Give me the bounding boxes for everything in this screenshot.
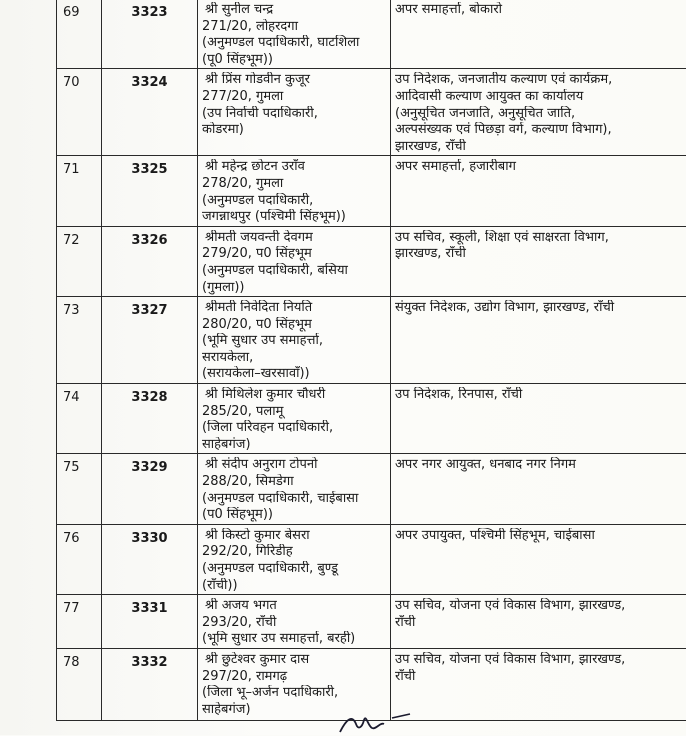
table-row <box>57 0 686 69</box>
batch-district: 280/20, प0 सिंहभूम <box>202 317 390 334</box>
officer-code-cell: 3330 <box>102 524 198 594</box>
batch-district: 277/20, गुमला <box>202 89 390 106</box>
table-body <box>57 0 686 720</box>
new-posting-line: उप सचिव, स्कूली, शिक्षा एवं साक्षरता विभाग, <box>395 230 686 247</box>
previous-posting-line: (अनुमण्डल पदाधिकारी, बसिया <box>202 263 390 280</box>
new-posting-cell <box>391 384 686 454</box>
previous-posting-line: (राँची)) <box>202 578 390 595</box>
serial-number-cell: 78 <box>57 648 102 720</box>
new-posting-line: अपर नगर आयुक्त, धनबाद नगर निगम <box>395 457 686 474</box>
new-posting-line: उप सचिव, योजना एवं विकास विभाग, झारखण्ड, <box>395 652 686 669</box>
previous-posting-line: (गुमला)) <box>202 280 390 297</box>
officer-details-cell <box>198 226 391 296</box>
officer-name: श्री महेन्द्र छोटन उराँव <box>202 159 390 176</box>
batch-district: 285/20, पलामू <box>202 404 390 421</box>
new-posting-cell <box>391 156 686 226</box>
batch-district: 279/20, प0 सिंहभूम <box>202 246 390 263</box>
new-posting-cell <box>391 0 686 69</box>
new-posting-cell <box>391 648 686 720</box>
officer-name: श्री सुनील चन्द्र <box>202 2 390 19</box>
previous-posting-line: (अनुमण्डल पदाधिकारी, <box>202 193 390 210</box>
officer-name: श्रीमती निवेदिता नियति <box>202 300 390 317</box>
officer-name: श्री अजय भगत <box>202 598 390 615</box>
previous-posting-line: साहेबगंज) <box>202 702 390 719</box>
new-posting-line: अल्पसंख्यक एवं पिछड़ा वर्ग, कल्याण विभाग), <box>395 122 686 139</box>
officer-name: श्री प्रिंस गोडवीन कुजूर <box>202 72 390 89</box>
new-posting-cell <box>391 595 686 649</box>
officer-name: श्री मिथिलेश कुमार चौधरी <box>202 387 390 404</box>
serial-number-cell: 70 <box>57 69 102 156</box>
batch-district: 297/20, रामगढ़ <box>202 669 390 686</box>
previous-posting-line: (जिला परिवहन पदाधिकारी, <box>202 420 390 437</box>
new-posting-line: झारखण्ड, राँची <box>395 246 686 263</box>
new-posting-line: झारखण्ड, राँची <box>395 139 686 156</box>
officer-details-cell <box>198 69 391 156</box>
officer-code-cell: 3332 <box>102 648 198 720</box>
serial-number-cell: 69 <box>57 0 102 69</box>
officer-posting-table <box>56 0 686 721</box>
officer-details-cell <box>198 454 391 524</box>
new-posting-line: संयुक्त निदेशक, उद्योग विभाग, झारखण्ड, राँची <box>395 300 686 317</box>
officer-code-cell: 3327 <box>102 297 198 384</box>
new-posting-line: (अनुसूचित जनजाति, अनुसूचित जाति, <box>395 106 686 123</box>
table-row <box>57 595 686 649</box>
previous-posting-line: कोडरमा) <box>202 122 390 139</box>
previous-posting-line: (अनुमण्डल पदाधिकारी, बुण्डू <box>202 561 390 578</box>
officer-details-cell <box>198 595 391 649</box>
previous-posting-line: (भूमि सुधार उप समाहर्त्ता, बरही) <box>202 631 390 648</box>
new-posting-line: अपर समाहर्त्ता, हजारीबाग <box>395 159 686 176</box>
serial-number-cell: 76 <box>57 524 102 594</box>
new-posting-cell <box>391 297 686 384</box>
table-row <box>57 524 686 594</box>
officer-name: श्री छुटेश्वर कुमार दास <box>202 652 390 669</box>
table-row <box>57 226 686 296</box>
serial-number-cell: 74 <box>57 384 102 454</box>
new-posting-cell <box>391 69 686 156</box>
batch-district: 288/20, सिमडेगा <box>202 474 390 491</box>
officer-details-cell <box>198 524 391 594</box>
previous-posting-line: (भूमि सुधार उप समाहर्त्ता, <box>202 333 390 350</box>
table-row <box>57 69 686 156</box>
previous-posting-line: (प0 सिंहभूम)) <box>202 507 390 524</box>
previous-posting-line: जगन्नाथपुर (पश्चिमी सिंहभूम)) <box>202 209 390 226</box>
officer-code-cell: 3329 <box>102 454 198 524</box>
officer-details-cell <box>198 156 391 226</box>
officer-details-cell <box>198 297 391 384</box>
officer-code-cell: 3324 <box>102 69 198 156</box>
new-posting-cell <box>391 226 686 296</box>
batch-district: 271/20, लोहरदगा <box>202 19 390 36</box>
officer-code-cell: 3325 <box>102 156 198 226</box>
serial-number-cell: 75 <box>57 454 102 524</box>
new-posting-line: उप निदेशक, जनजातीय कल्याण एवं कार्यक्रम, <box>395 72 686 89</box>
batch-district: 293/20, राँची <box>202 615 390 632</box>
new-posting-line: राँची <box>395 669 686 686</box>
officer-details-cell <box>198 0 391 69</box>
table-row <box>57 454 686 524</box>
officer-name: श्री संदीप अनुराग टोपनो <box>202 457 390 474</box>
previous-posting-line: (उप निर्वाची पदाधिकारी, <box>202 106 390 123</box>
serial-number-cell: 72 <box>57 226 102 296</box>
previous-posting-line: साहेबगंज) <box>202 437 390 454</box>
previous-posting-line: (अनुमण्डल पदाधिकारी, चाईबासा <box>202 491 390 508</box>
new-posting-line: राँची <box>395 615 686 632</box>
previous-posting-line: सरायकेला, <box>202 350 390 367</box>
previous-posting-line: (सरायकेला–खरसावाँ)) <box>202 366 390 383</box>
officer-name: श्री किस्टो कुमार बेसरा <box>202 528 390 545</box>
officer-name: श्रीमती जयवन्ती देवगम <box>202 230 390 247</box>
signature-mark <box>336 706 426 736</box>
officer-code-cell: 3328 <box>102 384 198 454</box>
table-row <box>57 156 686 226</box>
officer-code-cell: 3323 <box>102 0 198 69</box>
new-posting-line: उप सचिव, योजना एवं विकास विभाग, झारखण्ड, <box>395 598 686 615</box>
new-posting-cell <box>391 454 686 524</box>
new-posting-line: अपर समाहर्त्ता, बोकारो <box>395 2 686 19</box>
batch-district: 292/20, गिरिडीह <box>202 544 390 561</box>
serial-number-cell: 77 <box>57 595 102 649</box>
previous-posting-line: (अनुमण्डल पदाधिकारी, घाटशिला <box>202 35 390 52</box>
previous-posting-line: (पू0 सिंहभूम)) <box>202 52 390 69</box>
officer-details-cell <box>198 384 391 454</box>
batch-district: 278/20, गुमला <box>202 176 390 193</box>
table-row <box>57 384 686 454</box>
new-posting-line: आदिवासी कल्याण आयुक्त का कार्यालय <box>395 89 686 106</box>
new-posting-line: अपर उपायुक्त, पश्चिमी सिंहभूम, चाईबासा <box>395 528 686 545</box>
serial-number-cell: 71 <box>57 156 102 226</box>
new-posting-cell <box>391 524 686 594</box>
new-posting-line: उप निदेशक, रिनपास, राँची <box>395 387 686 404</box>
previous-posting-line: (जिला भू–अर्जन पदाधिकारी, <box>202 685 390 702</box>
table-row <box>57 297 686 384</box>
officer-code-cell: 3326 <box>102 226 198 296</box>
serial-number-cell: 73 <box>57 297 102 384</box>
officer-code-cell: 3331 <box>102 595 198 649</box>
